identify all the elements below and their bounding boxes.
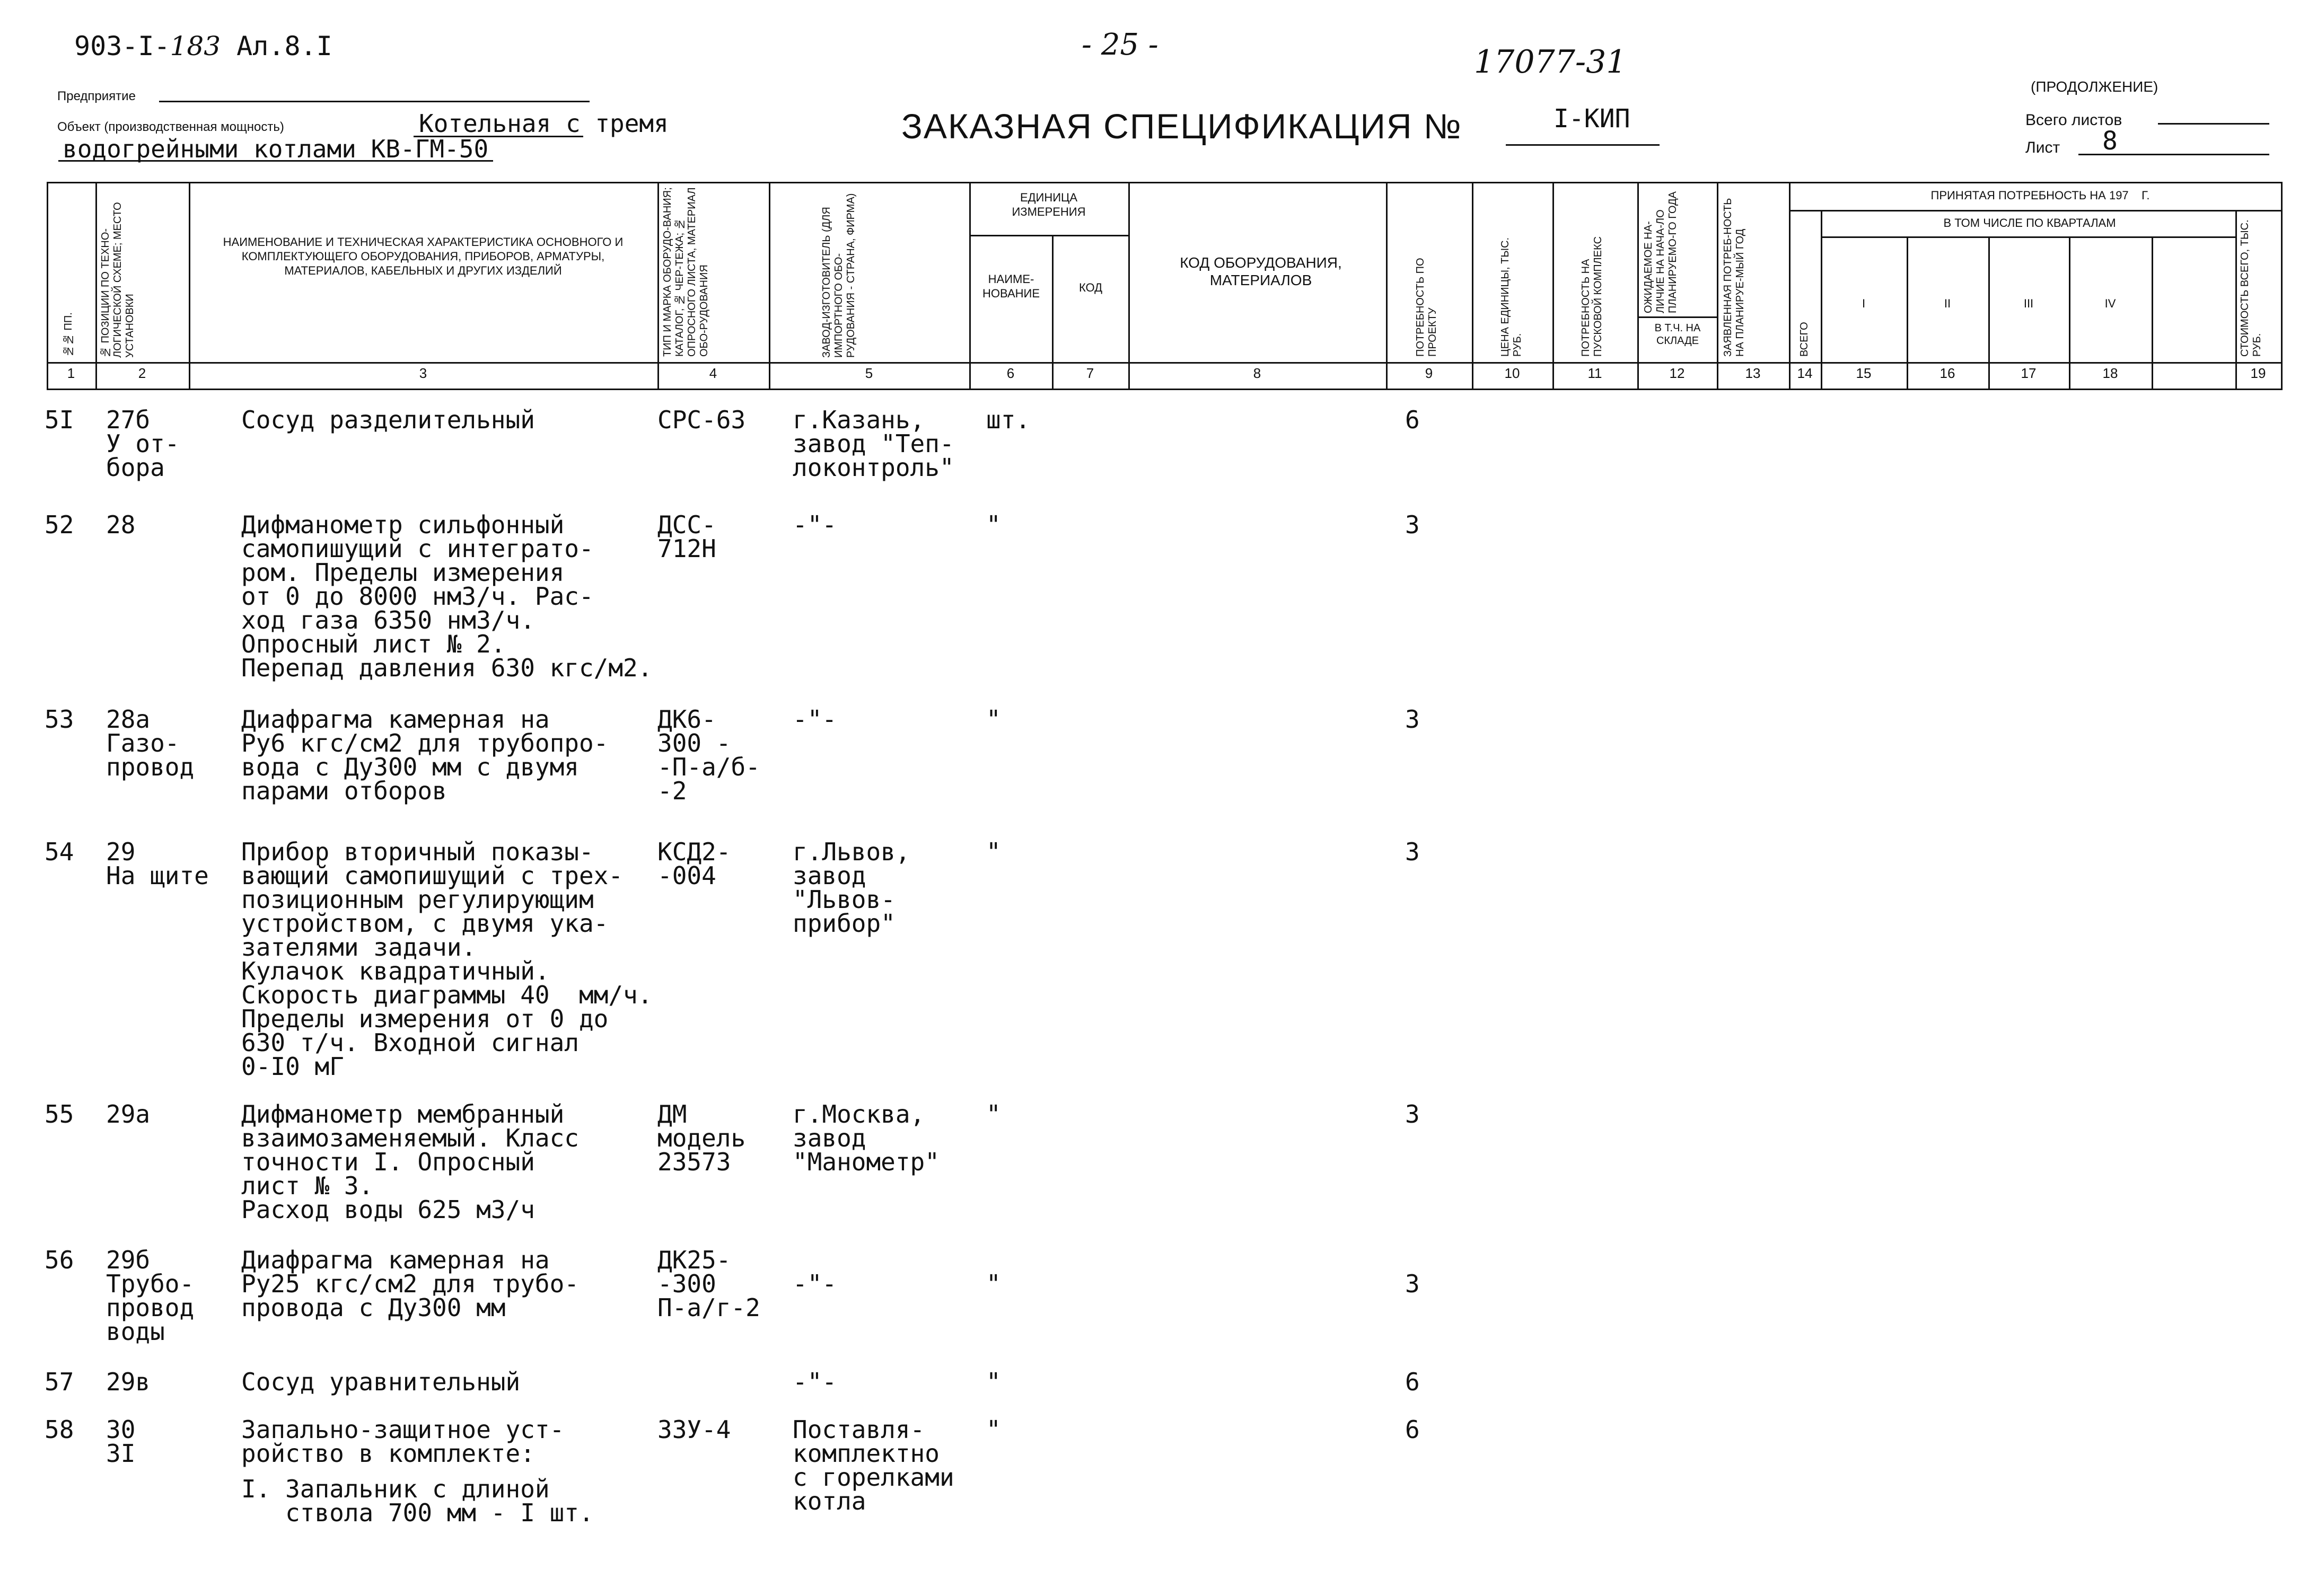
row-pos: 29б Трубо- провод воды xyxy=(106,1246,195,1346)
header-col10: ЦЕНА ЕДИНИЦЫ, ТЫС. РУБ. xyxy=(1499,237,1523,357)
row-unit: шт. xyxy=(986,405,1031,434)
header-col2: № ПОЗИЦИИ ПО ТЕХНО-ЛОГИЧЕСКОЙ СХЕМЕ; МЕСТО УСТАНОВКИ xyxy=(100,202,136,358)
row-maker: Поставля- комплектно с горелками котла xyxy=(793,1415,954,1515)
col-number: 1 xyxy=(67,365,75,381)
row-qty: 3 xyxy=(1405,837,1420,866)
spec-number: I-КИП xyxy=(1554,104,1630,134)
header-col14: ВСЕГО xyxy=(1798,322,1810,357)
row-pos: 29а xyxy=(106,1100,151,1128)
page-number: - 25 - xyxy=(1082,28,1158,62)
col-number: 18 xyxy=(2102,365,2118,381)
row-unit: " xyxy=(986,1368,1001,1396)
header-q4: IV xyxy=(2104,297,2116,310)
row-maker: г.Казань, завод "Теп- локонтроль" xyxy=(793,405,954,482)
header-col9: ПОТРЕБНОСТЬ ПО ПРОЕКТУ xyxy=(1415,258,1438,357)
header-col1: №№ ПП. xyxy=(63,312,74,357)
col-number: 19 xyxy=(2250,365,2266,381)
row-type: СРС-63 xyxy=(657,405,746,434)
header-col11: ПОТРЕБНОСТЬ НА ПУСКОВОЙ КОМПЛЕКС xyxy=(1580,236,1604,357)
row-qty: 6 xyxy=(1405,1415,1420,1444)
row-pos: 29в xyxy=(106,1368,151,1396)
row-name: Запально-защитное уст- ройство в комплекте: xyxy=(241,1415,565,1468)
row-unit: " xyxy=(986,1415,1001,1444)
col-number: 11 xyxy=(1587,365,1602,381)
enterprise-label: Предприятие xyxy=(57,89,136,103)
object-label: Объект (производственная мощность) xyxy=(57,120,284,134)
row-name: Сосуд разделительный xyxy=(241,405,535,434)
sheet-number: 8 xyxy=(2102,126,2118,156)
col-number: 7 xyxy=(1086,365,1094,381)
col-number: 14 xyxy=(1797,365,1813,381)
header-col8: КОД ОБОРУДОВАНИЯ, МАТЕРИАЛОВ xyxy=(1180,254,1342,288)
row-sub-item: I. Запальник с длиной ствола 700 мм - I шт. xyxy=(241,1475,594,1527)
row-qty: 3 xyxy=(1405,1100,1420,1128)
row-unit: " xyxy=(986,837,1001,866)
col-number: 6 xyxy=(1006,365,1015,381)
header-col3: НАИМЕНОВАНИЕ И ТЕХНИЧЕСКАЯ ХАРАКТЕРИСТИКА ОСНОВНОГО И КОМПЛЕКТУЮЩЕГО ОБОРУДОВАНИЯ, ПРИБОРОВ, АРМАТУРЫ, МАТЕРИАЛОВ, КАБЕЛЬНЫХ И ДРУГИХ ИЗДЕЛИЙ xyxy=(223,235,624,277)
row-name: Дифманометр сильфонный самопишущий с интеграто- ром. Пределы измерения от 0 до 8000 нм3/ч. Рас- ход газа 6350 нм3/ч. Опросный лист № 2. Перепад давления 630 кгс/м2. xyxy=(241,510,653,682)
header-quarter-group: В ТОМ ЧИСЛЕ ПО КВАРТАЛАМ xyxy=(1943,216,2116,230)
header-col12-top: ОЖИДАЕМОЕ НА-ЛИЧИЕ НА НАЧА-ЛО ПЛАНИРУЕМО-ГО ГОДА xyxy=(1643,191,1679,313)
row-type: КСД2- -004 xyxy=(657,837,731,890)
col-number: 13 xyxy=(1745,365,1761,381)
row-name: Диафрагма камерная на Ру6 кгс/см2 для трубопро- вода с Ду300 мм с двумя парами отборов xyxy=(241,705,609,805)
header-unit-group: ЕДИНИЦА ИЗМЕРЕНИЯ xyxy=(1012,191,1086,218)
col-number: 17 xyxy=(2021,365,2037,381)
row-qty: 3 xyxy=(1405,705,1420,734)
row-pos: 30 3I xyxy=(106,1415,136,1468)
row-qty: 3 xyxy=(1405,510,1420,539)
col-number: 9 xyxy=(1425,365,1433,381)
row-unit: " xyxy=(986,1269,1001,1298)
row-maker: г.Москва, завод "Манометр" xyxy=(793,1100,940,1176)
doc-code-suffix: Ал.8.I xyxy=(236,31,332,61)
specification-header-table xyxy=(47,182,2281,390)
row-n: 56 xyxy=(45,1246,74,1274)
col-number: 12 xyxy=(1669,365,1685,381)
row-unit: " xyxy=(986,705,1001,734)
header-col19: СТОИМОСТЬ ВСЕГО, ТЫС. РУБ. xyxy=(2239,219,2263,357)
object-value-2: водогрейными котлами КВ-ГМ-50 xyxy=(63,135,489,163)
row-qty: 6 xyxy=(1405,1368,1420,1396)
row-maker: -"- xyxy=(793,1269,837,1298)
row-pos: 28 xyxy=(106,510,136,539)
row-type: ДСС- 712Н xyxy=(657,510,716,563)
row-n: 52 xyxy=(45,510,74,539)
header-q2: II xyxy=(1944,297,1951,310)
row-n: 54 xyxy=(45,837,74,866)
col-number: 5 xyxy=(865,365,873,381)
header-col6: НАИМЕ-НОВАНИЕ xyxy=(982,272,1040,300)
row-maker: -"- xyxy=(793,1368,837,1396)
continued-label: (ПРОДОЛЖЕНИЕ) xyxy=(2031,78,2158,95)
header-col7: КОД xyxy=(1078,281,1103,294)
col-number: 10 xyxy=(1504,365,1520,381)
row-type: ДК25- -300 П-а/г-2 xyxy=(657,1246,760,1322)
inventory-number: 17077-31 xyxy=(1474,43,1627,81)
col-number: 3 xyxy=(419,365,427,381)
col-number: 8 xyxy=(1253,365,1261,381)
doc-code-handwritten: 183 xyxy=(170,31,221,61)
row-pos: 27б У от- бора xyxy=(106,405,180,482)
header-q1: I xyxy=(1862,297,1866,310)
row-maker: г.Львов, завод "Львов- прибор" xyxy=(793,837,910,938)
row-name: Прибор вторичный показы- вающий самопишущий с трех- позиционным регулирующим устройством, с двумя ука- зателями задачи. Кулачок квадратичный. Скорость диаграммы 40 мм/ч. Пределы измерения от 0 до 630 т/ч. Входной сигнал 0-I0 мГ xyxy=(241,837,653,1081)
row-type: ДК6- 300 - -П-а/б- -2 xyxy=(657,705,760,805)
col-number: 2 xyxy=(138,365,146,381)
row-name: Дифманометр мембранный взаимозаменяемый. Класс точности I. Опросный лист № 3. Расход воды 625 м3/ч xyxy=(241,1100,579,1224)
row-maker: -"- xyxy=(793,705,837,734)
row-n: 53 xyxy=(45,705,74,734)
row-n: 55 xyxy=(45,1100,74,1128)
col-number: 16 xyxy=(1939,365,1955,381)
row-name: Сосуд уравнительный xyxy=(241,1368,521,1396)
row-qty: 6 xyxy=(1405,405,1420,434)
total-sheets-label: Всего листов xyxy=(2025,111,2122,129)
col-number: 4 xyxy=(709,365,717,381)
row-unit: " xyxy=(986,1100,1001,1128)
row-n: 58 xyxy=(45,1415,74,1444)
row-pos: 29 На щите xyxy=(106,837,209,890)
header-q3: III xyxy=(2023,297,2034,310)
header-col5: ЗАВОД-ИЗГОТОВИТЕЛЬ (ДЛЯ ИМПОРТНОГО ОБО-РУДОВАНИЯ - СТРАНА, ФИРМА) xyxy=(821,193,857,358)
row-n: 57 xyxy=(45,1368,74,1396)
row-n: 5I xyxy=(45,405,74,434)
row-qty: 3 xyxy=(1405,1269,1420,1298)
header-col4: ТИП И МАРКА ОБОРУДО-ВАНИЯ; КАТАЛОГ, № ЧЕР-ТЕЖА; № ОПРОСНОГО ЛИСТА, МАТЕРИАЛ ОБО-РУДОВАНИЯ xyxy=(662,187,710,357)
row-type: ДМ модель 23573 xyxy=(657,1100,746,1176)
row-pos: 28а Газо- провод xyxy=(106,705,195,781)
object-value-1: Котельная с тремя xyxy=(419,109,669,138)
header-col13: ЗАЯВЛЕННАЯ ПОТРЕБ-НОСТЬ НА ПЛАНИРУЕ-МЫЙ ГОД xyxy=(1722,198,1746,357)
header-col12-bottom: В Т.Ч. НА СКЛАДЕ xyxy=(1654,322,1701,347)
doc-code-prefix: 903-I- xyxy=(74,31,170,61)
row-unit: " xyxy=(986,510,1001,539)
header-accepted-group: ПРИНЯТАЯ ПОТРЕБНОСТЬ НА 197 Г. xyxy=(1930,189,2150,202)
row-maker: -"- xyxy=(793,510,837,539)
row-name: Диафрагма камерная на Ру25 кгс/см2 для трубо- провода с Ду300 мм xyxy=(241,1246,579,1322)
document-title: ЗАКАЗНАЯ СПЕЦИФИКАЦИЯ № xyxy=(901,107,1462,146)
sheet-label: Лист xyxy=(2025,139,2060,156)
col-number: 15 xyxy=(1856,365,1872,381)
row-type: ЗЗУ-4 xyxy=(657,1415,731,1444)
